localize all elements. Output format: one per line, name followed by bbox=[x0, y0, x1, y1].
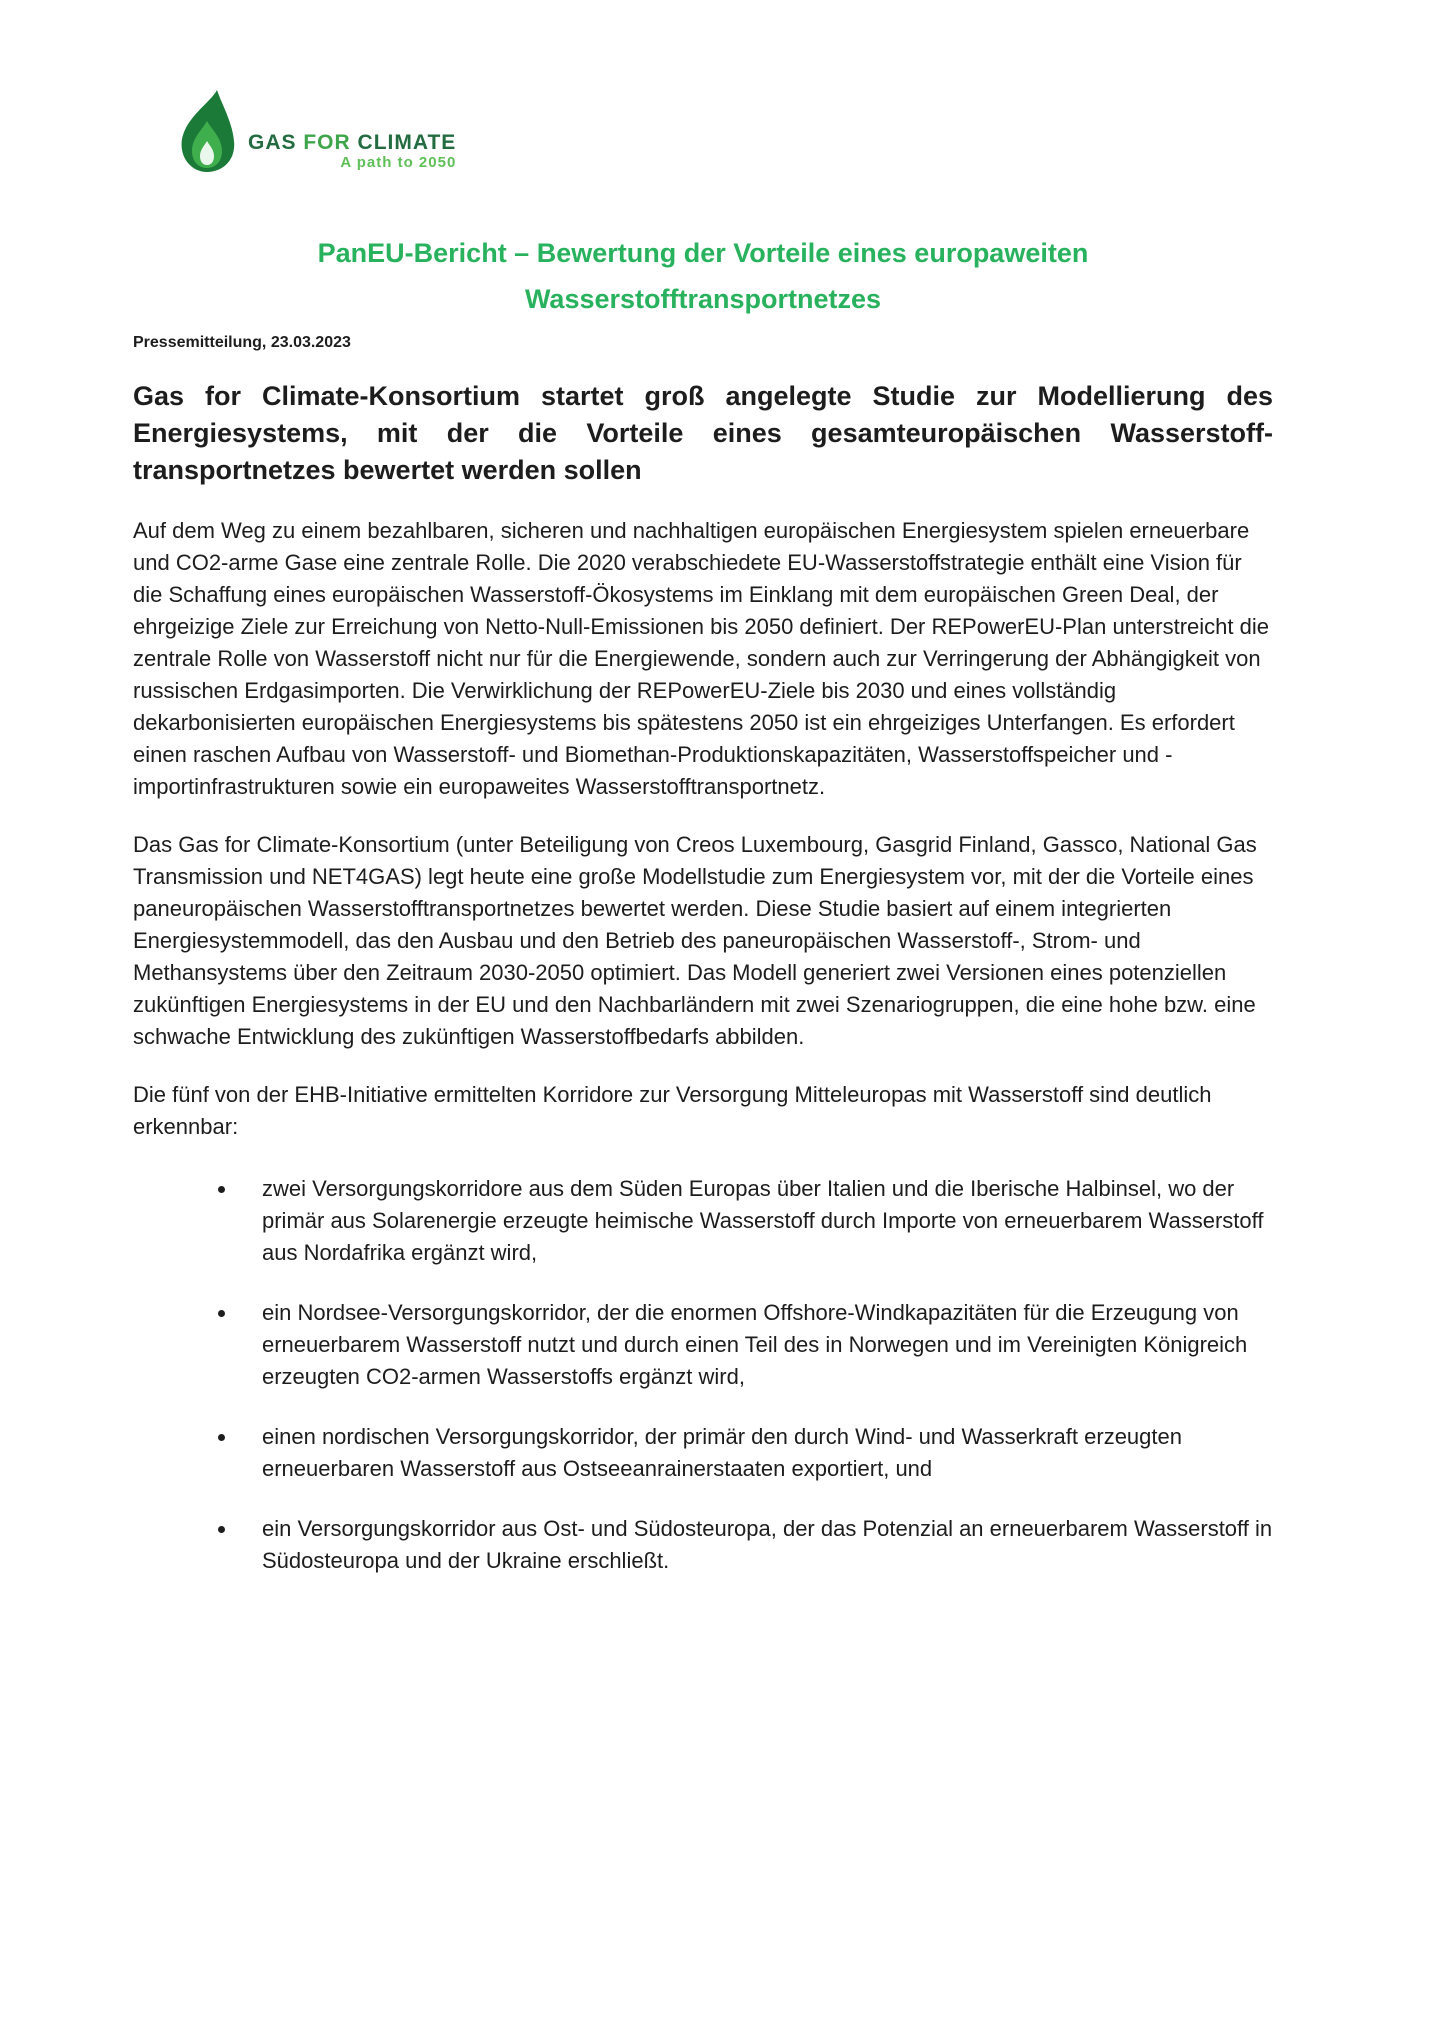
article-headline-line-3: transportnetzes bewertet werden sollen bbox=[133, 455, 642, 485]
brand-word-gas: GAS bbox=[248, 131, 297, 154]
logo-text bbox=[248, 132, 456, 174]
press-dateline: Pressemitteilung, 23.03.2023 bbox=[133, 334, 351, 351]
list-item: zwei Versorgungskorridore aus dem Süden Europas über Italien und die Iberische Halbinsel, wo der primär aus Solarenergie erzeugte heimische Wasserstoff durch Importe von erneuerbarem Wasserstoff aus Nordafrika ergänzt wird, bbox=[262, 1173, 1273, 1269]
gas-for-climate-logo bbox=[178, 88, 456, 174]
document-title-line-1: PanEU-Bericht – Bewertung der Vorteile eines europaweiten bbox=[317, 238, 1089, 268]
brand-word-climate: CLIMATE bbox=[357, 131, 457, 154]
paragraph-consortium: Das Gas for Climate-Konsortium (unter Beteiligung von Creos Luxembourg, Gasgrid Finland, Gassco, National Gas Transmission und NET4GAS) legt heute eine große Modellstudie zum Energiesystem vor, mit der die Vorteile eines paneuropäischen Wasserstofftransportnetzes bewertet werden. Diese Studie basiert auf einem integrierten Energiesystemmodell, das den Ausbau und den Betrieb des paneuropäischen Wasserstoff-, Strom- und Methansystems über den Zeitraum 2030-2050 optimiert. Das Modell generiert zwei Versionen eines potenziellen zukünftigen Energiesystems in der EU und den Nachbarländern mit zwei Szenariogruppen, die eine hohe bzw. eine schwache Entwicklung des zukünftigen Wasserstoffbedarfs abbilden. bbox=[133, 832, 1257, 1049]
brand-tagline: A path to 2050 bbox=[340, 154, 457, 171]
paragraph-intro: Auf dem Weg zu einem bezahlbaren, sicheren und nachhaltigen europäischen Energiesystem spielen erneuerbare und CO2-arme Gase eine zentrale Rolle. Die 2020 verabschiedete EU-Wasserstoffstrategie enthält eine Vision für die Schaffung eines europäischen Wasserstoff-Ökosystems im Einklang mit dem europäischen Green Deal, der ehrgeizige Ziele zur Erreichung von Netto-Null-Emissionen bis 2050 definiert. Der REPowerEU-Plan unterstreicht die zentrale Rolle von Wasserstoff nicht nur für die Energiewende, sondern auch zur Verringerung der Abhängigkeit von russischen Erdgasimporten. Die Verwirklichung der REPowerEU-Ziele bis 2030 und eines vollständig dekarbonisierten europäischen Energiesystems bis spätestens 2050 ist ein ehrgeiziges Unterfangen. Es erfordert einen raschen Aufbau von Wasserstoff- und Biomethan-Produktionskapazitäten, Wasserstoffspeicher und -importinfrastrukturen sowie ein europaweites Wasserstofftransportnetz. bbox=[133, 518, 1269, 799]
document-title bbox=[133, 230, 1273, 322]
list-item: ein Nordsee-Versorgungskorridor, der die enormen Offshore-Windkapazitäten für die Erzeugung von erneuerbarem Wasserstoff nutzt und durch einen Teil des in Norwegen und im Vereinigten Königreich erzeugten CO2-armen Wasserstoffs ergänzt wird, bbox=[262, 1297, 1273, 1393]
article-headline-line-1: Gas for Climate-Konsortium startet groß angelegte Studie zur Modellierung des bbox=[133, 381, 1273, 411]
document-title-line-2: Wasserstofftransportnetzes bbox=[524, 284, 882, 314]
article-headline bbox=[133, 378, 1273, 489]
document-content bbox=[133, 230, 1273, 1605]
list-item: ein Versorgungskorridor aus Ost- und Südosteuropa, der das Potenzial an erneuerbarem Wasserstoff in Südosteuropa und der Ukraine erschließt. bbox=[262, 1513, 1273, 1577]
brand-word-for: FOR bbox=[303, 131, 351, 154]
article-headline-line-2: Energiesystems, mit der die Vorteile eines gesamteuropäischen Wasserstoff- bbox=[133, 418, 1273, 448]
flame-icon bbox=[178, 88, 238, 174]
paragraph-corridors-intro: Die fünf von der EHB-Initiative ermittelten Korridore zur Versorgung Mitteleuropas mit Wasserstoff sind deutlich erkennbar: bbox=[133, 1082, 1212, 1139]
brand-name bbox=[248, 132, 456, 154]
corridor-bullet-list bbox=[133, 1173, 1273, 1577]
list-item: einen nordischen Versorgungskorridor, der primär den durch Wind- und Wasserkraft erzeugten erneuerbaren Wasserstoff aus Ostseeanrainerstaaten exportiert, und bbox=[262, 1421, 1273, 1485]
